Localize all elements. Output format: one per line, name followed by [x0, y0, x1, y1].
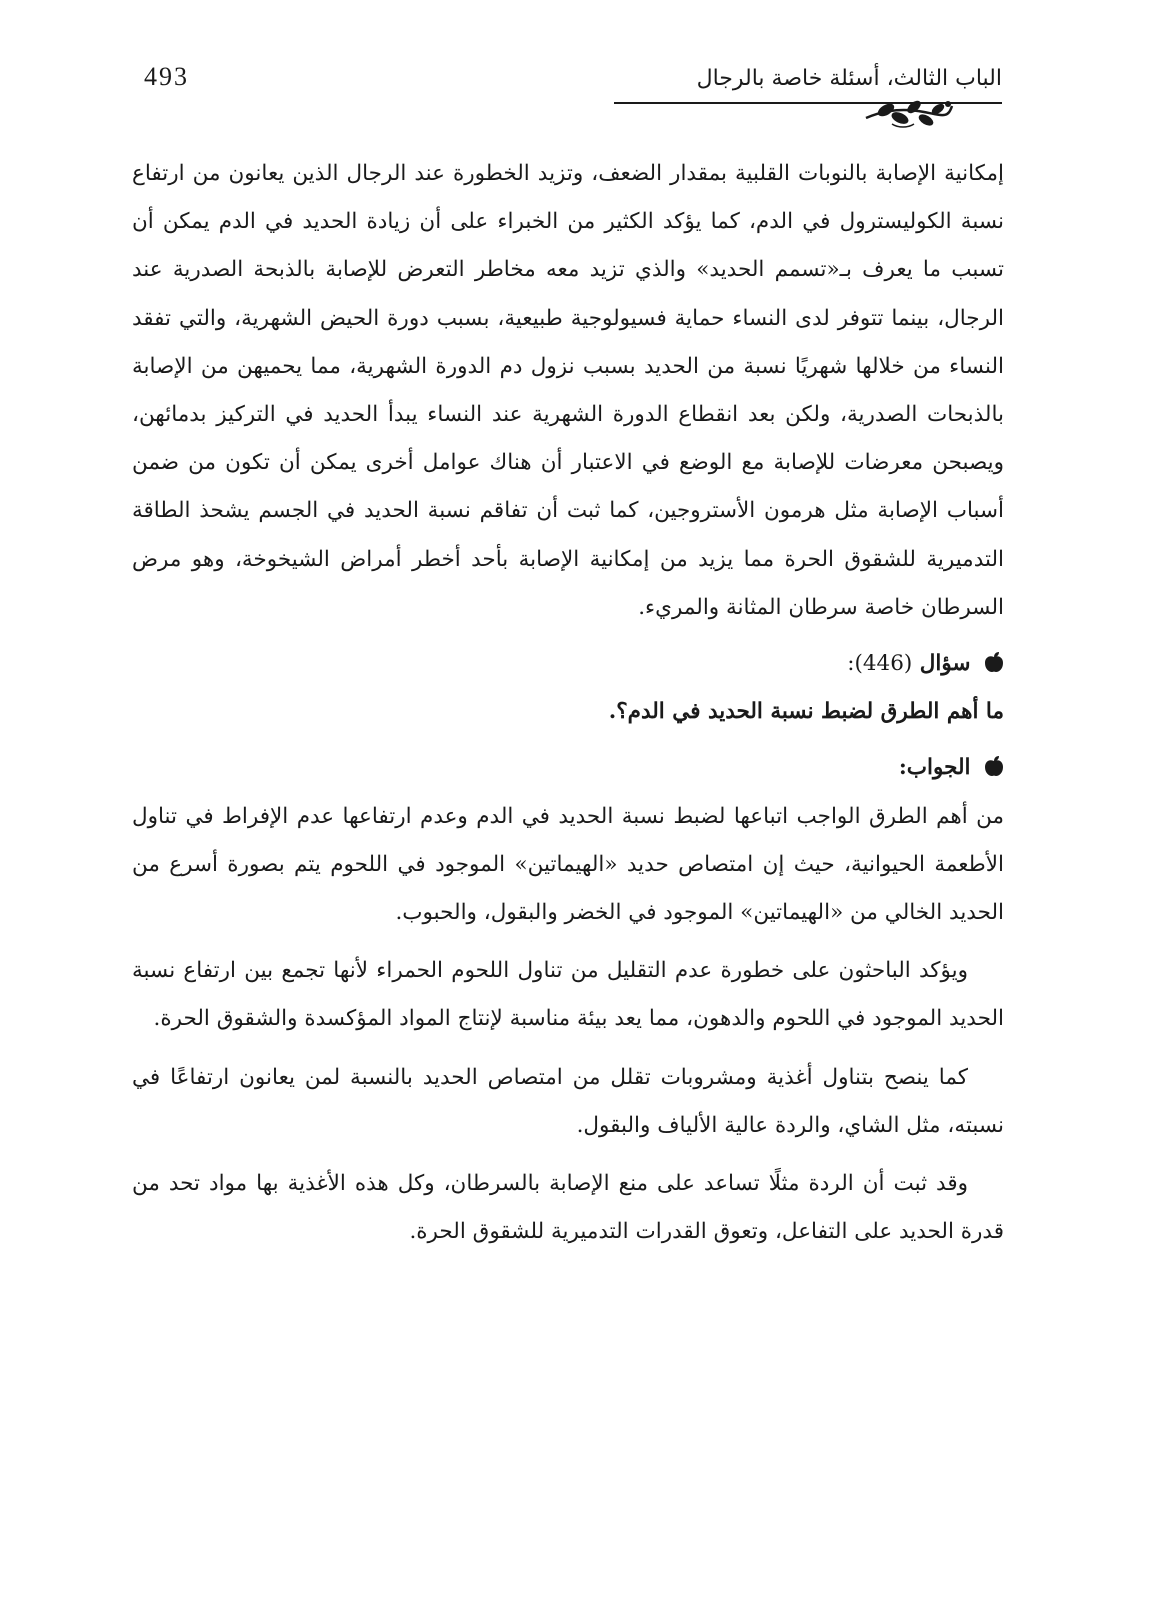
question-label: سؤال [919, 651, 971, 677]
paragraph-1: إمكانية الإصابة بالنوبات القلبية بمقدار الضعف، وتزيد الخطورة عند الرجال الذين يعانون من ارتفاع نسبة الكوليسترول في الدم، كما يؤكد الكثير من الخبراء على أن زيادة الحديد في الدم يمكن أن تسبب ما يعرف بـ«تسمم الحديد» والذي تزيد معه مخاطر التعرض للإصابة بالذبحة الصدرية عند الرجال، بينما تتوفر لدى النساء حماية فسيولوجية طبيعية، بسبب دورة الحيض الشهرية، والتي تفقد النساء من خلالها شهريًا نسبة من الحديد بسبب نزول دم الدورة الشهرية، مما يحميهن من الإصابة بالذبحات الصدرية، ولكن بعد انقطاع الدورة الشهرية عند النساء يبدأ الحديد في التركيز بدمائهن، ويصبحن معرضات للإصابة مع الوضع في الاعتبار أن هناك عوامل أخرى يمكن أن تكون من ضمن أسباب الإصابة مثل هرمون الأستروجين، كما ثبت أن تفاقم نسبة الحديد في الجسم يشحذ الطاقة التدميرية للشقوق الحرة مما يزيد من إمكانية الإصابة بأحد أخطر أمراض الشيخوخة، وهو مرض السرطان خاصة سرطان المثانة والمريء. [132, 161, 1004, 620]
body-text [132, 150, 1004, 1256]
paragraph-3: ويؤكد الباحثون على خطورة عدم التقليل من تناول اللحوم الحمراء لأنها تجمع بين ارتفاع نسبة الحديد الموجود في اللحوم والدهون، مما يعد بيئة مناسبة لإنتاج المواد المؤكسدة والشقوق الحرة. [132, 958, 1004, 1032]
answer-label: الجواب: [898, 755, 971, 781]
apple-bullet-icon [984, 744, 1004, 792]
paragraph-4: كما ينصح بتناول أغذية ومشروبات تقلل من امتصاص الحديد بالنسبة لمن يعانون ارتفاعًا في نسبته، مثل الشاي، والردة عالية الألياف والبقول. [132, 1064, 1004, 1138]
paragraph-2: من أهم الطرق الواجب اتباعها لضبط نسبة الحديد في الدم وعدم ارتفاعها عدم الإفراط في تناول الأطعمة الحيوانية، حيث إن امتصاص حديد «الهيماتين» الموجود في اللحوم يتم بصورة أسرع من الحديد الخالي من «الهيماتين» الموجود في الخضر والبقول، والحبوب. [132, 803, 1004, 926]
page-number: 493 [144, 62, 189, 91]
floral-ornament-icon [864, 96, 954, 130]
question-text: ما أهم الطرق لضبط نسبة الحديد في الدم؟. [608, 699, 1004, 725]
answer-heading [132, 744, 1004, 792]
question-number: (446): [847, 651, 913, 677]
paragraph-5: وقد ثبت أن الردة مثلًا تساعد على منع الإصابة بالسرطان، وكل هذه الأغذية بها مواد تحد من قدرة الحديد على التفاعل، وتعوق القدرات التدميرية للشقوق الحرة. [132, 1171, 1004, 1245]
question-heading [132, 640, 1004, 688]
apple-bullet-icon [984, 640, 1004, 688]
running-title: الباب الثالث، أسئلة خاصة بالرجال [696, 66, 1002, 91]
page-header [130, 58, 1002, 138]
